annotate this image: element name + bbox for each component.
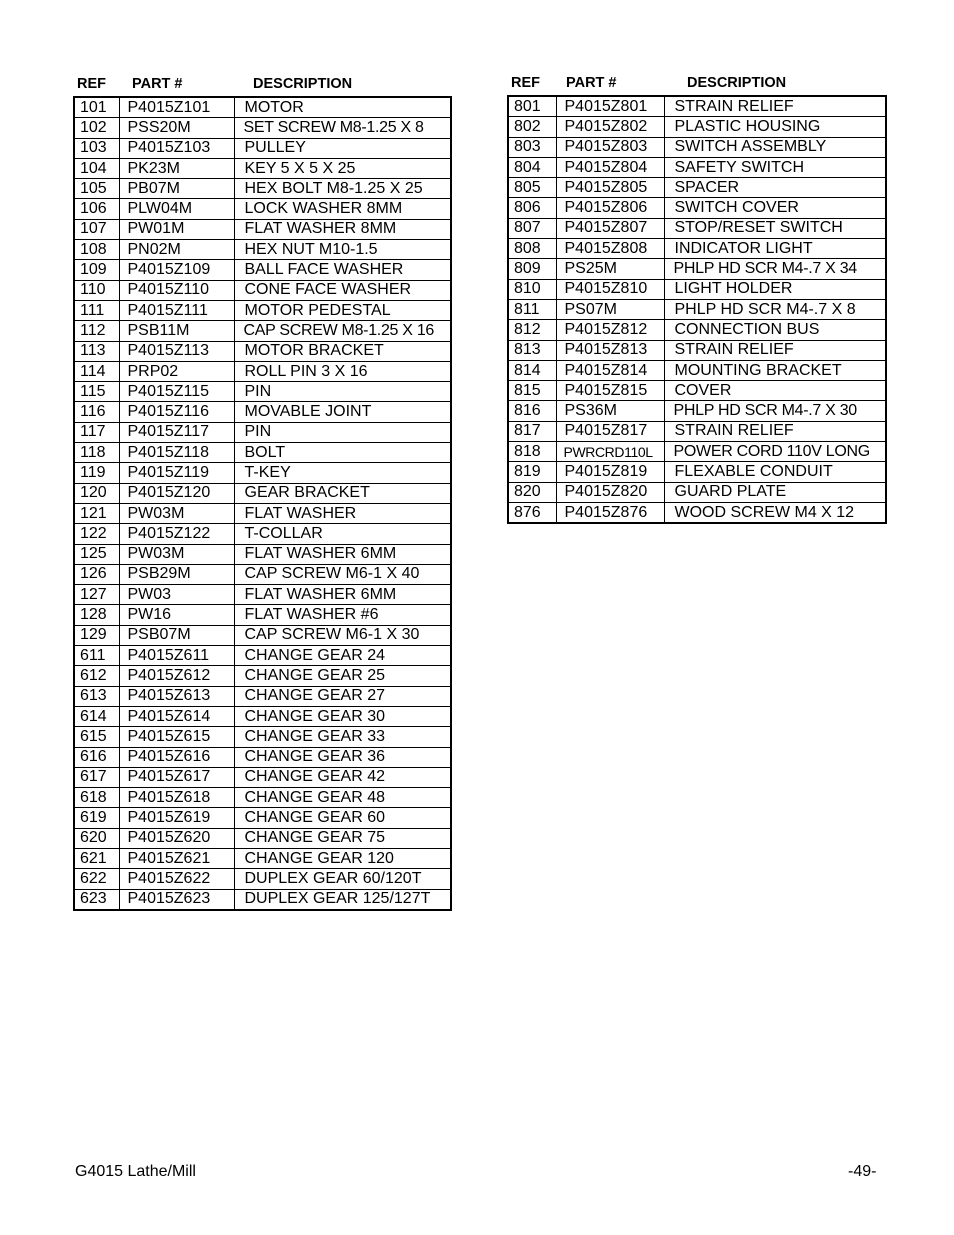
ref-cell: 116 bbox=[74, 402, 119, 422]
part-number-cell: P4015Z613 bbox=[119, 686, 234, 706]
ref-cell: 813 bbox=[508, 340, 556, 360]
table-row bbox=[74, 605, 451, 625]
ref-cell: 125 bbox=[74, 544, 119, 564]
description-cell: LOCK WASHER 8MM bbox=[234, 199, 451, 219]
part-number-cell: PRP02 bbox=[119, 361, 234, 381]
part-number-cell: P4015Z109 bbox=[119, 260, 234, 280]
table-row bbox=[74, 463, 451, 483]
part-number-cell: PS25M bbox=[556, 259, 664, 279]
table-row bbox=[74, 828, 451, 848]
description-cell: CHANGE GEAR 27 bbox=[234, 686, 451, 706]
part-number-cell: PW03M bbox=[119, 544, 234, 564]
table-row bbox=[508, 340, 886, 360]
ref-cell: 114 bbox=[74, 361, 119, 381]
table-row bbox=[74, 382, 451, 402]
table-row bbox=[74, 727, 451, 747]
part-number-cell: PK23M bbox=[119, 158, 234, 178]
ref-cell: 804 bbox=[508, 157, 556, 177]
description-cell: MOTOR bbox=[234, 97, 451, 118]
part-number-cell: PSB07M bbox=[119, 625, 234, 645]
description-cell: PIN bbox=[234, 422, 451, 442]
part-number-cell: P4015Z118 bbox=[119, 443, 234, 463]
description-cell: MOVABLE JOINT bbox=[234, 402, 451, 422]
table-row bbox=[508, 381, 886, 401]
description-cell: CHANGE GEAR 33 bbox=[234, 727, 451, 747]
description-cell: COVER bbox=[664, 381, 886, 401]
part-number-cell: P4015Z619 bbox=[119, 808, 234, 828]
table-row bbox=[74, 767, 451, 787]
part-number-cell: P4015Z812 bbox=[556, 320, 664, 340]
right-parts-table-body bbox=[508, 96, 886, 523]
table-row bbox=[74, 808, 451, 828]
ref-cell: 120 bbox=[74, 483, 119, 503]
description-cell: T-COLLAR bbox=[234, 524, 451, 544]
ref-cell: 622 bbox=[74, 869, 119, 889]
description-cell: CHANGE GEAR 42 bbox=[234, 767, 451, 787]
part-number-cell: P4015Z817 bbox=[556, 421, 664, 441]
part-number-cell: PW03 bbox=[119, 585, 234, 605]
ref-cell: 103 bbox=[74, 138, 119, 158]
ref-cell: 802 bbox=[508, 117, 556, 137]
ref-cell: 623 bbox=[74, 889, 119, 910]
ref-cell: 810 bbox=[508, 279, 556, 299]
ref-cell: 620 bbox=[74, 828, 119, 848]
ref-cell: 811 bbox=[508, 299, 556, 319]
part-number-cell: P4015Z815 bbox=[556, 381, 664, 401]
ref-cell: 876 bbox=[508, 502, 556, 523]
table-row bbox=[508, 218, 886, 238]
description-cell: CONE FACE WASHER bbox=[234, 280, 451, 300]
description-cell: MOTOR PEDESTAL bbox=[234, 300, 451, 320]
part-number-cell: P4015Z111 bbox=[119, 300, 234, 320]
description-cell: FLAT WASHER 6MM bbox=[234, 544, 451, 564]
description-cell: FLAT WASHER bbox=[234, 503, 451, 523]
ref-cell: 817 bbox=[508, 421, 556, 441]
part-number-cell: P4015Z617 bbox=[119, 767, 234, 787]
left-parts-list bbox=[73, 73, 452, 911]
ref-header: REF bbox=[511, 75, 540, 91]
description-cell: FLAT WASHER #6 bbox=[234, 605, 451, 625]
part-number-cell: P4015Z808 bbox=[556, 239, 664, 259]
ref-cell: 612 bbox=[74, 666, 119, 686]
description-cell: DUPLEX GEAR 125/127T bbox=[234, 889, 451, 910]
description-cell: STOP/RESET SWITCH bbox=[664, 218, 886, 238]
ref-cell: 621 bbox=[74, 848, 119, 868]
table-row bbox=[74, 341, 451, 361]
ref-cell: 110 bbox=[74, 280, 119, 300]
description-cell: CHANGE GEAR 120 bbox=[234, 848, 451, 868]
footer-page-number: -49- bbox=[848, 1163, 877, 1180]
ref-header: REF bbox=[77, 76, 106, 92]
table-row bbox=[74, 443, 451, 463]
table-row bbox=[74, 848, 451, 868]
part-number-cell: P4015Z819 bbox=[556, 462, 664, 482]
ref-cell: 111 bbox=[74, 300, 119, 320]
part-header: PART # bbox=[132, 76, 183, 92]
description-cell: PIN bbox=[234, 382, 451, 402]
table-row bbox=[508, 401, 886, 421]
ref-cell: 109 bbox=[74, 260, 119, 280]
part-number-cell: P4015Z802 bbox=[556, 117, 664, 137]
part-number-cell: P4015Z876 bbox=[556, 502, 664, 523]
part-number-cell: P4015Z801 bbox=[556, 96, 664, 117]
description-cell: T-KEY bbox=[234, 463, 451, 483]
description-cell: BALL FACE WASHER bbox=[234, 260, 451, 280]
table-row bbox=[74, 97, 451, 118]
part-number-cell: P4015Z116 bbox=[119, 402, 234, 422]
part-number-cell: P4015Z110 bbox=[119, 280, 234, 300]
table-row bbox=[74, 240, 451, 260]
ref-cell: 807 bbox=[508, 218, 556, 238]
description-cell: PHLP HD SCR M4-.7 X 8 bbox=[664, 299, 886, 319]
table-row bbox=[508, 259, 886, 279]
ref-cell: 104 bbox=[74, 158, 119, 178]
description-cell: GUARD PLATE bbox=[664, 482, 886, 502]
description-cell: CHANGE GEAR 24 bbox=[234, 646, 451, 666]
ref-cell: 818 bbox=[508, 442, 556, 462]
part-number-cell: P4015Z115 bbox=[119, 382, 234, 402]
description-cell: SPACER bbox=[664, 178, 886, 198]
table-row bbox=[74, 422, 451, 442]
ref-cell: 616 bbox=[74, 747, 119, 767]
table-row bbox=[74, 402, 451, 422]
ref-cell: 101 bbox=[74, 97, 119, 118]
table-row bbox=[74, 788, 451, 808]
description-cell: DUPLEX GEAR 60/120T bbox=[234, 869, 451, 889]
part-number-cell: P4015Z615 bbox=[119, 727, 234, 747]
footer-title: G4015 Lathe/Mill bbox=[75, 1163, 196, 1180]
table-row bbox=[508, 239, 886, 259]
description-cell: WOOD SCREW M4 X 12 bbox=[664, 502, 886, 523]
table-row bbox=[74, 544, 451, 564]
description-cell: FLAT WASHER 8MM bbox=[234, 219, 451, 239]
table-row bbox=[74, 625, 451, 645]
description-cell: PLASTIC HOUSING bbox=[664, 117, 886, 137]
part-header: PART # bbox=[566, 75, 617, 91]
ref-cell: 618 bbox=[74, 788, 119, 808]
left-parts-table-body bbox=[74, 97, 451, 910]
table-row bbox=[74, 747, 451, 767]
table-row bbox=[508, 117, 886, 137]
part-number-cell: P4015Z820 bbox=[556, 482, 664, 502]
table-row bbox=[74, 585, 451, 605]
description-cell: SWITCH COVER bbox=[664, 198, 886, 218]
table-row bbox=[508, 137, 886, 157]
part-number-cell: PSB29M bbox=[119, 564, 234, 584]
description-cell: CONNECTION BUS bbox=[664, 320, 886, 340]
ref-cell: 106 bbox=[74, 199, 119, 219]
description-cell: PULLEY bbox=[234, 138, 451, 158]
table-row bbox=[508, 299, 886, 319]
right-parts-table bbox=[507, 95, 887, 524]
ref-cell: 815 bbox=[508, 381, 556, 401]
right-column-headers bbox=[507, 72, 884, 95]
part-number-cell: PWRCRD110L bbox=[556, 442, 664, 462]
part-number-cell: PLW04M bbox=[119, 199, 234, 219]
ref-cell: 801 bbox=[508, 96, 556, 117]
part-number-cell: P4015Z611 bbox=[119, 646, 234, 666]
part-number-cell: PB07M bbox=[119, 179, 234, 199]
part-number-cell: P4015Z807 bbox=[556, 218, 664, 238]
table-row bbox=[74, 179, 451, 199]
table-row bbox=[74, 666, 451, 686]
description-cell: ROLL PIN 3 X 16 bbox=[234, 361, 451, 381]
table-row bbox=[74, 321, 451, 341]
table-row bbox=[74, 158, 451, 178]
ref-cell: 102 bbox=[74, 118, 119, 138]
table-row bbox=[508, 96, 886, 117]
ref-cell: 122 bbox=[74, 524, 119, 544]
part-number-cell: P4015Z120 bbox=[119, 483, 234, 503]
part-number-cell: P4015Z101 bbox=[119, 97, 234, 118]
table-row bbox=[74, 869, 451, 889]
table-row bbox=[74, 503, 451, 523]
part-number-cell: PN02M bbox=[119, 240, 234, 260]
ref-cell: 119 bbox=[74, 463, 119, 483]
part-number-cell: P4015Z618 bbox=[119, 788, 234, 808]
table-row bbox=[74, 361, 451, 381]
table-row bbox=[508, 482, 886, 502]
part-number-cell: P4015Z621 bbox=[119, 848, 234, 868]
description-cell: PHLP HD SCR M4-.7 X 34 bbox=[664, 259, 886, 279]
description-cell: CHANGE GEAR 48 bbox=[234, 788, 451, 808]
ref-cell: 617 bbox=[74, 767, 119, 787]
table-row bbox=[74, 199, 451, 219]
description-header: DESCRIPTION bbox=[687, 75, 787, 91]
description-cell: MOTOR BRACKET bbox=[234, 341, 451, 361]
table-row bbox=[74, 138, 451, 158]
ref-cell: 816 bbox=[508, 401, 556, 421]
description-cell: HEX BOLT M8-1.25 X 25 bbox=[234, 179, 451, 199]
ref-cell: 126 bbox=[74, 564, 119, 584]
description-cell: GEAR BRACKET bbox=[234, 483, 451, 503]
description-cell: CAP SCREW M8-1.25 X 16 bbox=[234, 321, 451, 341]
table-row bbox=[74, 118, 451, 138]
part-number-cell: P4015Z612 bbox=[119, 666, 234, 686]
part-number-cell: P4015Z623 bbox=[119, 889, 234, 910]
part-number-cell: P4015Z805 bbox=[556, 178, 664, 198]
description-cell: CHANGE GEAR 25 bbox=[234, 666, 451, 686]
table-row bbox=[74, 889, 451, 910]
part-number-cell: P4015Z804 bbox=[556, 157, 664, 177]
table-row bbox=[508, 502, 886, 523]
description-cell: HEX NUT M10-1.5 bbox=[234, 240, 451, 260]
ref-cell: 108 bbox=[74, 240, 119, 260]
table-row bbox=[508, 198, 886, 218]
ref-cell: 117 bbox=[74, 422, 119, 442]
ref-cell: 806 bbox=[508, 198, 556, 218]
ref-cell: 128 bbox=[74, 605, 119, 625]
description-cell: CHANGE GEAR 36 bbox=[234, 747, 451, 767]
ref-cell: 613 bbox=[74, 686, 119, 706]
ref-cell: 121 bbox=[74, 503, 119, 523]
ref-cell: 820 bbox=[508, 482, 556, 502]
table-row bbox=[74, 564, 451, 584]
table-row bbox=[508, 442, 886, 462]
description-cell: SAFETY SWITCH bbox=[664, 157, 886, 177]
table-row bbox=[508, 360, 886, 380]
table-row bbox=[74, 300, 451, 320]
description-cell: CHANGE GEAR 30 bbox=[234, 706, 451, 726]
ref-cell: 115 bbox=[74, 382, 119, 402]
part-number-cell: P4015Z103 bbox=[119, 138, 234, 158]
description-cell: LIGHT HOLDER bbox=[664, 279, 886, 299]
part-number-cell: P4015Z810 bbox=[556, 279, 664, 299]
description-cell: CHANGE GEAR 75 bbox=[234, 828, 451, 848]
ref-cell: 611 bbox=[74, 646, 119, 666]
table-row bbox=[74, 686, 451, 706]
part-number-cell: P4015Z620 bbox=[119, 828, 234, 848]
part-number-cell: P4015Z813 bbox=[556, 340, 664, 360]
description-cell: INDICATOR LIGHT bbox=[664, 239, 886, 259]
description-cell: SET SCREW M8-1.25 X 8 bbox=[234, 118, 451, 138]
ref-cell: 615 bbox=[74, 727, 119, 747]
table-row bbox=[74, 706, 451, 726]
description-cell: BOLT bbox=[234, 443, 451, 463]
description-cell: POWER CORD 110V LONG bbox=[664, 442, 886, 462]
left-column-headers bbox=[73, 73, 449, 96]
description-cell: FLAT WASHER 6MM bbox=[234, 585, 451, 605]
ref-cell: 614 bbox=[74, 706, 119, 726]
description-cell: PHLP HD SCR M4-.7 X 30 bbox=[664, 401, 886, 421]
ref-cell: 129 bbox=[74, 625, 119, 645]
part-number-cell: P4015Z122 bbox=[119, 524, 234, 544]
description-cell: FLEXABLE CONDUIT bbox=[664, 462, 886, 482]
part-number-cell: PSS20M bbox=[119, 118, 234, 138]
table-row bbox=[74, 483, 451, 503]
table-row bbox=[74, 524, 451, 544]
description-cell: CHANGE GEAR 60 bbox=[234, 808, 451, 828]
part-number-cell: P4015Z113 bbox=[119, 341, 234, 361]
ref-cell: 118 bbox=[74, 443, 119, 463]
description-cell: CAP SCREW M6-1 X 30 bbox=[234, 625, 451, 645]
table-row bbox=[74, 646, 451, 666]
ref-cell: 812 bbox=[508, 320, 556, 340]
part-number-cell: PW01M bbox=[119, 219, 234, 239]
ref-cell: 105 bbox=[74, 179, 119, 199]
part-number-cell: P4015Z814 bbox=[556, 360, 664, 380]
ref-cell: 808 bbox=[508, 239, 556, 259]
description-cell: CAP SCREW M6-1 X 40 bbox=[234, 564, 451, 584]
description-cell: STRAIN RELIEF bbox=[664, 340, 886, 360]
table-row bbox=[74, 260, 451, 280]
description-cell: STRAIN RELIEF bbox=[664, 421, 886, 441]
table-row bbox=[74, 280, 451, 300]
ref-cell: 803 bbox=[508, 137, 556, 157]
description-cell: SWITCH ASSEMBLY bbox=[664, 137, 886, 157]
ref-cell: 127 bbox=[74, 585, 119, 605]
part-number-cell: P4015Z117 bbox=[119, 422, 234, 442]
ref-cell: 814 bbox=[508, 360, 556, 380]
part-number-cell: P4015Z806 bbox=[556, 198, 664, 218]
description-header: DESCRIPTION bbox=[253, 76, 353, 92]
part-number-cell: P4015Z616 bbox=[119, 747, 234, 767]
ref-cell: 107 bbox=[74, 219, 119, 239]
description-cell: MOUNTING BRACKET bbox=[664, 360, 886, 380]
description-cell: KEY 5 X 5 X 25 bbox=[234, 158, 451, 178]
part-number-cell: P4015Z803 bbox=[556, 137, 664, 157]
table-row bbox=[508, 320, 886, 340]
part-number-cell: P4015Z622 bbox=[119, 869, 234, 889]
table-row bbox=[508, 279, 886, 299]
ref-cell: 112 bbox=[74, 321, 119, 341]
part-number-cell: P4015Z614 bbox=[119, 706, 234, 726]
part-number-cell: PW16 bbox=[119, 605, 234, 625]
ref-cell: 809 bbox=[508, 259, 556, 279]
ref-cell: 619 bbox=[74, 808, 119, 828]
table-row bbox=[508, 178, 886, 198]
ref-cell: 819 bbox=[508, 462, 556, 482]
part-number-cell: P4015Z119 bbox=[119, 463, 234, 483]
ref-cell: 113 bbox=[74, 341, 119, 361]
description-cell: STRAIN RELIEF bbox=[664, 96, 886, 117]
right-parts-list bbox=[507, 72, 887, 524]
table-row bbox=[508, 157, 886, 177]
table-row bbox=[508, 421, 886, 441]
part-number-cell: PS07M bbox=[556, 299, 664, 319]
left-parts-table bbox=[73, 96, 452, 911]
ref-cell: 805 bbox=[508, 178, 556, 198]
table-row bbox=[508, 462, 886, 482]
part-number-cell: PS36M bbox=[556, 401, 664, 421]
part-number-cell: PW03M bbox=[119, 503, 234, 523]
part-number-cell: PSB11M bbox=[119, 321, 234, 341]
table-row bbox=[74, 219, 451, 239]
